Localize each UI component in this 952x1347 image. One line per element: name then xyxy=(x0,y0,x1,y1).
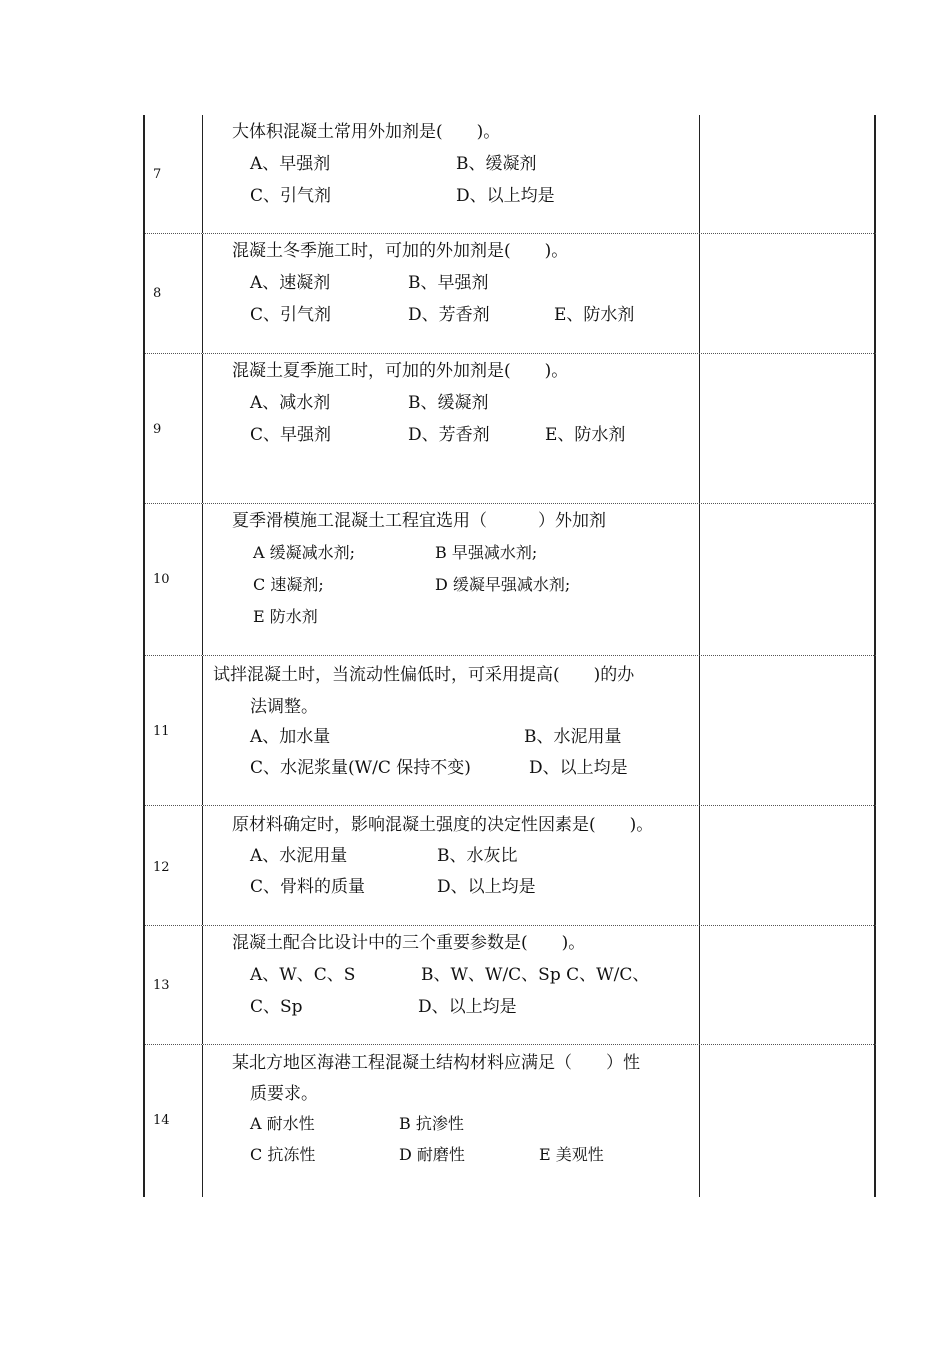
option: C、骨料的质量 xyxy=(250,877,366,897)
option: A、W、C、S xyxy=(250,965,356,985)
question-text: 混凝土配合比设计中的三个重要参数是( )。 xyxy=(232,933,586,953)
question-number: 12 xyxy=(153,860,170,875)
option: C 速凝剂; xyxy=(253,575,324,594)
question-number: 13 xyxy=(153,978,170,993)
question-text: 原材料确定时，影响混凝土强度的决定性因素是( )。 xyxy=(232,815,654,835)
option: C 抗冻性 xyxy=(250,1145,316,1164)
option: A、加水量 xyxy=(250,727,331,747)
question-text: 试拌混凝土时，当流动性偏低时，可采用提高( )的办 xyxy=(213,665,635,685)
option: C、引气剂 xyxy=(250,305,332,325)
option: C、早强剂 xyxy=(250,425,332,445)
option: B、水灰比 xyxy=(437,846,518,866)
option: B、W、W/C、Sp C、W/C、 xyxy=(421,965,650,985)
question-text-cont: 质要求。 xyxy=(250,1084,318,1104)
option: A、水泥用量 xyxy=(250,846,348,866)
option: B 早强减水剂; xyxy=(435,543,538,562)
option: D、芳香剂 xyxy=(408,305,490,325)
question-text: 混凝土夏季施工时，可加的外加剂是( )。 xyxy=(232,361,569,381)
option: D 缓凝早强减水剂; xyxy=(435,575,571,594)
option: B 抗渗性 xyxy=(399,1114,464,1133)
option: D、以上均是 xyxy=(529,758,628,778)
question-number: 10 xyxy=(153,572,170,587)
question-number: 9 xyxy=(153,422,162,437)
table-row xyxy=(145,1044,876,1197)
option: A、减水剂 xyxy=(250,393,331,413)
question-number: 14 xyxy=(153,1113,170,1128)
option: C、水泥浆量(W/C 保持不变) xyxy=(250,758,471,778)
question-text: 大体积混凝土常用外加剂是( )。 xyxy=(232,122,501,142)
question-text: 夏季滑模施工混凝土工程宜选用（ ）外加剂 xyxy=(232,511,606,531)
question-number: 7 xyxy=(153,167,162,182)
question-text-cont: 法调整。 xyxy=(250,697,318,717)
option: B、早强剂 xyxy=(408,273,489,293)
question-number: 11 xyxy=(153,724,170,739)
option: E、防水剂 xyxy=(554,305,635,325)
option: E 防水剂 xyxy=(253,607,318,626)
option: E、防水剂 xyxy=(545,425,626,445)
option: D、以上均是 xyxy=(456,186,555,206)
option: A、速凝剂 xyxy=(250,273,331,293)
option: D、芳香剂 xyxy=(408,425,490,445)
option: A、早强剂 xyxy=(250,154,331,174)
option: B、缓凝剂 xyxy=(456,154,537,174)
option: A 耐水性 xyxy=(250,1114,315,1133)
option: D、以上均是 xyxy=(418,997,517,1017)
option: B、缓凝剂 xyxy=(408,393,489,413)
option: B、水泥用量 xyxy=(524,727,622,747)
option: E 美观性 xyxy=(539,1145,604,1164)
option: C、引气剂 xyxy=(250,186,332,206)
question-text: 某北方地区海港工程混凝土结构材料应满足（ ）性 xyxy=(232,1053,640,1073)
question-text: 混凝土冬季施工时，可加的外加剂是( )。 xyxy=(232,241,569,261)
table-row xyxy=(145,115,876,233)
question-number: 8 xyxy=(153,286,162,301)
option: D、以上均是 xyxy=(437,877,536,897)
table-row xyxy=(145,655,876,805)
table-row xyxy=(145,805,876,925)
option: D 耐磨性 xyxy=(399,1145,465,1164)
table-row xyxy=(145,353,876,503)
table-row xyxy=(145,925,876,1044)
question-table xyxy=(143,115,876,1197)
option: A 缓凝减水剂; xyxy=(253,543,356,562)
table-row xyxy=(145,233,876,353)
table-row xyxy=(145,503,876,655)
option: C、Sp xyxy=(250,997,303,1017)
